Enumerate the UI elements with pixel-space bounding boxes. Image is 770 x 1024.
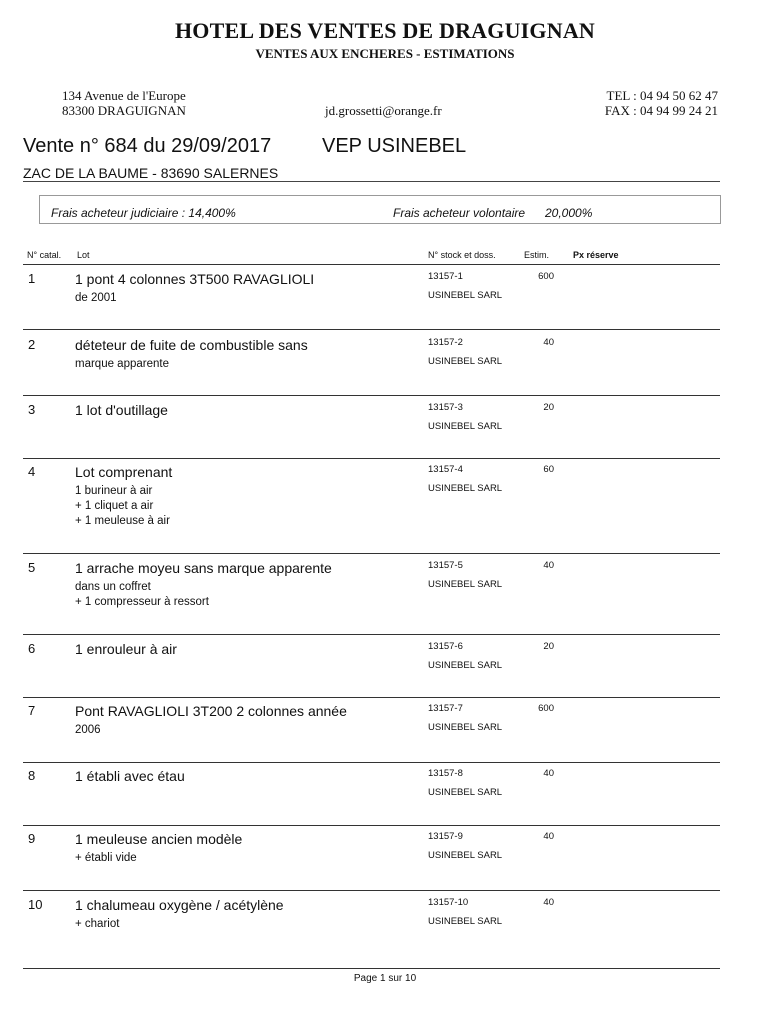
lot-number: 10 bbox=[28, 897, 43, 912]
footer-divider bbox=[23, 968, 720, 969]
lot-stock-number: 13157-1 bbox=[428, 271, 463, 282]
lot-estimate: 20 bbox=[543, 402, 554, 413]
lot-title: 1 enrouleur à air bbox=[75, 641, 177, 657]
lot-description-line: 1 burineur à air bbox=[75, 485, 153, 497]
fee-judicial: Frais acheteur judiciaire : 14,400% bbox=[51, 206, 236, 220]
lot-owner: USINEBEL SARL bbox=[428, 579, 503, 590]
lot-stock-number: 13157-10 bbox=[428, 897, 469, 908]
address-line-1: 134 Avenue de l'Europe bbox=[62, 88, 186, 103]
lot-number: 7 bbox=[28, 703, 36, 718]
lot-estimate: 40 bbox=[543, 831, 554, 842]
fee-voluntary-label: Frais acheteur volontaire bbox=[393, 206, 526, 220]
lot-title: Pont RAVAGLIOLI 3T200 2 colonnes année bbox=[75, 703, 347, 719]
column-header-reserve: Px réserve bbox=[573, 250, 619, 260]
lot-estimate: 600 bbox=[538, 271, 554, 282]
lot-owner: USINEBEL SARL bbox=[428, 722, 503, 733]
lot-owner: USINEBEL SARL bbox=[428, 660, 503, 671]
lot-number: 5 bbox=[28, 560, 36, 575]
lot-title: 1 meuleuse ancien modèle bbox=[75, 831, 243, 847]
lot-title: déteteur de fuite de combustible sans bbox=[75, 337, 308, 353]
lot-divider bbox=[23, 762, 720, 763]
lot-number: 3 bbox=[28, 402, 36, 417]
lot-divider bbox=[23, 553, 720, 554]
lot-number: 8 bbox=[28, 768, 36, 783]
column-header-catalog: N° catal. bbox=[27, 250, 62, 260]
column-header-estimate: Estim. bbox=[524, 250, 550, 260]
lot-stock-number: 13157-2 bbox=[428, 337, 463, 348]
lot-title: Lot comprenant bbox=[75, 464, 173, 480]
lot-estimate: 600 bbox=[538, 703, 554, 714]
address-line-2: 83300 DRAGUIGNAN bbox=[62, 103, 186, 118]
lot-owner: USINEBEL SARL bbox=[428, 421, 503, 432]
sale-location: ZAC DE LA BAUME - 83690 SALERNES bbox=[23, 165, 279, 181]
lot-divider bbox=[23, 890, 720, 891]
lot-owner: USINEBEL SARL bbox=[428, 290, 503, 301]
sale-title: VEP USINEBEL bbox=[322, 135, 467, 157]
column-header-stock: N° stock et doss. bbox=[428, 250, 496, 260]
lot-description-line: + 1 cliquet a air bbox=[75, 500, 154, 512]
lot-description-line: marque apparente bbox=[75, 358, 169, 370]
document-subtitle: VENTES AUX ENCHERES - ESTIMATIONS bbox=[255, 46, 515, 61]
lot-number: 6 bbox=[28, 641, 36, 656]
lot-number: 9 bbox=[28, 831, 36, 846]
lot-description-line: dans un coffret bbox=[75, 581, 151, 593]
lot-estimate: 40 bbox=[543, 337, 554, 348]
lot-description-line: + chariot bbox=[75, 918, 120, 930]
lot-owner: USINEBEL SARL bbox=[428, 356, 503, 367]
lot-divider bbox=[23, 395, 720, 396]
lot-stock-number: 13157-8 bbox=[428, 768, 463, 779]
lot-stock-number: 13157-5 bbox=[428, 560, 463, 571]
lot-description-line: + 1 compresseur à ressort bbox=[75, 596, 209, 608]
lot-number: 1 bbox=[28, 271, 36, 286]
lot-estimate: 20 bbox=[543, 641, 554, 652]
lot-estimate: 60 bbox=[543, 464, 554, 475]
lot-owner: USINEBEL SARL bbox=[428, 787, 503, 798]
fee-voluntary-value: 20,000% bbox=[545, 206, 593, 220]
lot-owner: USINEBEL SARL bbox=[428, 483, 503, 494]
lot-title: 1 établi avec étau bbox=[75, 768, 185, 784]
column-header-divider bbox=[23, 264, 720, 265]
document-title: HOTEL DES VENTES DE DRAGUIGNAN bbox=[174, 18, 596, 43]
lot-number: 4 bbox=[28, 464, 36, 479]
email-address: jd.grossetti@orange.fr bbox=[325, 103, 442, 118]
lot-description-line: 2006 bbox=[75, 724, 101, 736]
lot-estimate: 40 bbox=[543, 897, 554, 908]
lot-number: 2 bbox=[28, 337, 36, 352]
lot-description-line: + 1 meuleuse à air bbox=[75, 515, 170, 527]
header-divider bbox=[23, 181, 720, 182]
lot-divider bbox=[23, 329, 720, 330]
page-number: Page 1 sur 10 bbox=[353, 973, 417, 984]
lot-estimate: 40 bbox=[543, 768, 554, 779]
column-header-lot: Lot bbox=[77, 250, 90, 260]
lot-owner: USINEBEL SARL bbox=[428, 850, 503, 861]
sale-number-date: Vente n° 684 du 29/09/2017 bbox=[23, 135, 272, 157]
lot-divider bbox=[23, 697, 720, 698]
lot-divider bbox=[23, 825, 720, 826]
lot-title: 1 chalumeau oxygène / acétylène bbox=[75, 897, 284, 913]
lot-stock-number: 13157-9 bbox=[428, 831, 463, 842]
lot-description-line: de 2001 bbox=[75, 292, 117, 304]
lot-stock-number: 13157-7 bbox=[428, 703, 463, 714]
telephone: TEL : 04 94 50 62 47 bbox=[606, 88, 718, 103]
lot-title: 1 lot d'outillage bbox=[75, 402, 168, 418]
lot-description-line: + établi vide bbox=[75, 852, 137, 864]
lot-title: 1 pont 4 colonnes 3T500 RAVAGLIOLI bbox=[75, 271, 315, 287]
fax: FAX : 04 94 99 24 21 bbox=[604, 103, 718, 118]
lot-divider bbox=[23, 634, 720, 635]
lot-owner: USINEBEL SARL bbox=[428, 916, 503, 927]
lot-title: 1 arrache moyeu sans marque apparente bbox=[75, 560, 332, 576]
lot-divider bbox=[23, 458, 720, 459]
lot-stock-number: 13157-3 bbox=[428, 402, 463, 413]
lot-stock-number: 13157-4 bbox=[428, 464, 463, 475]
lot-stock-number: 13157-6 bbox=[428, 641, 463, 652]
lot-estimate: 40 bbox=[543, 560, 554, 571]
